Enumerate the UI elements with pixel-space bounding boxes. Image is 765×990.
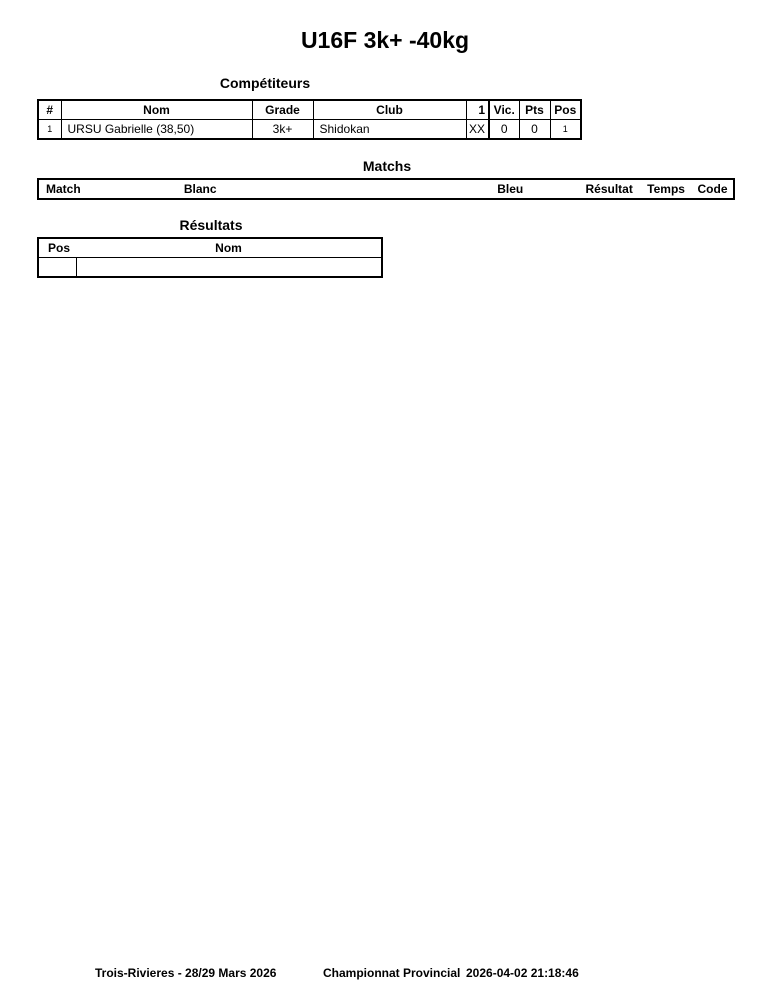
cell-grade: 3k+: [252, 120, 313, 140]
cell-num: 1: [38, 120, 61, 140]
competitors-header-row: [38, 100, 581, 120]
cell-name: URSU Gabrielle (38,50): [61, 120, 252, 140]
cell-pos: [38, 258, 76, 278]
results-table: [37, 237, 383, 278]
header-white: Blanc: [183, 182, 217, 196]
footer-championship: Championnat Provincial: [323, 966, 461, 980]
cell-club: Shidokan: [313, 120, 466, 140]
footer-timestamp: 2026-04-02 21:18:46: [466, 966, 579, 980]
table-row: [38, 258, 382, 278]
matchs-table: [37, 178, 735, 200]
page-title: U16F 3k+ -40kg: [300, 27, 470, 53]
competitors-section-title: Compétiteurs: [219, 75, 311, 91]
competitors-table: [37, 99, 582, 140]
header-code: Code: [697, 182, 728, 196]
header-club: Club: [313, 100, 466, 120]
cell-name: [76, 258, 382, 278]
header-pos: Pos: [38, 238, 76, 258]
header-round-1: 1: [466, 100, 489, 120]
header-name: Nom: [61, 100, 252, 120]
cell-vic: 0: [489, 120, 519, 140]
header-vic: Vic.: [489, 100, 519, 120]
header-pts: Pts: [519, 100, 550, 120]
footer-event: Trois-Rivieres - 28/29 Mars 2026: [95, 966, 277, 980]
header-time: Temps: [647, 182, 685, 196]
header-pos: Pos: [550, 100, 581, 120]
table-row: [38, 120, 581, 140]
header-result: Résultat: [585, 182, 633, 196]
matchs-header-row: [38, 179, 734, 199]
matchs-section-title: Matchs: [362, 158, 412, 174]
header-grade: Grade: [252, 100, 313, 120]
header-num: #: [38, 100, 61, 120]
header-blue: Bleu: [497, 182, 524, 196]
cell-pts: 0: [519, 120, 550, 140]
results-header-row: [38, 238, 382, 258]
cell-round-1: XX: [466, 120, 489, 140]
results-section-title: Résultats: [179, 217, 243, 233]
header-match: Match: [46, 182, 81, 196]
header-name: Nom: [76, 238, 382, 258]
cell-pos: 1: [550, 120, 581, 140]
